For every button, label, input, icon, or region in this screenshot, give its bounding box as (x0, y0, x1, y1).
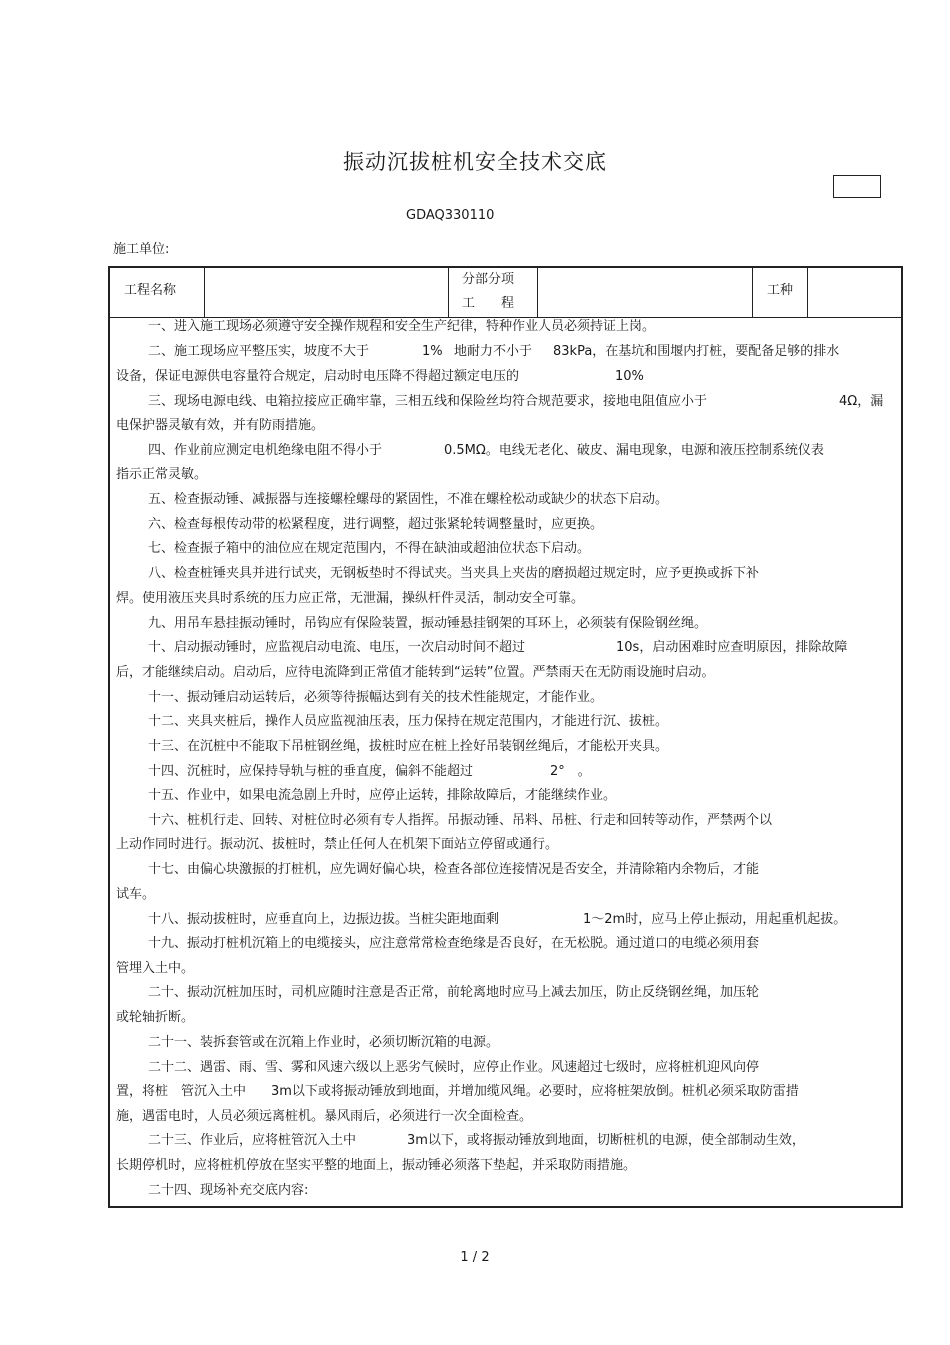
trade-label: 工种 (767, 283, 794, 298)
project-name-label: 工程名称 (124, 283, 177, 298)
column-divider (807, 268, 808, 317)
column-divider (537, 268, 538, 317)
code-box (833, 175, 881, 198)
document-code: GDAQ330110 (406, 208, 495, 223)
disclosure-table: 工程名称 分部分项 工 程 工种 一、进入施工现场必须遵守安全操作规程和安全生产纪律，特种作业人员必须持证上岗。 二、施工现场应平整压实，坡度不大于 1% 地耐力不小于 83kPa，在基坑和围堰内打桩，要配备足够的排水 设备，保证电源供电容量符合规定，启动时电压降不得超过额定电压的 10% 三、现场电源电线、电箱拉接应正确牢靠，三相五线和保险丝均符合规范要求，接地电阻值应小于 4Ω，漏 电保护器灵敏有效，并有防雨措施。 四、作业前应测定电机绝缘电阻不得小于 0.5MΩ。电线无老化、破皮、漏电现象，电源和液压控制系统仪表 指示正常灵敏。 五、检查振动锤、减振器与连接螺栓螺母的紧固性，不准在螺栓松动或缺少的状态下启动。 六、检查每根传动带的松紧程度，进行调整，超过张紧轮转调整量时，应更换。 七、检查振子箱中的油位应在规定范围内，不得在缺油或超油位状态下启动。 八、检查桩锤夹具并进行试夹，无钢板垫时不得试夹。当夹具上夹齿的磨损超过规定时，应予更换或拆下补 焊。使用液压夹具时系统的压力应正常，无泄漏，操纵杆件灵活，制动安全可靠。 九、用吊车悬挂振动锤时，吊钩应有保险装置，振动锤悬挂钢架的耳环上，必须装有保险钢丝绳。 十、启动振动锤时，应监视启动电流、电压，一次启动时间不超过 10s，启动困难时应查明原因，排除故障 后，才能继续启动。启动后，应待电流降到正常值才能转到“运转”位置。严禁雨天在无防雨设施时启动。 十一、振动锤启动运转后，必须等待振幅达到有关的技术性能规定，才能作业。 十二、夹具夹桩后，操作人员应监视油压表，压力保持在规定范围内，才能进行沉、拔桩。 十三、在沉桩中不能取下吊桩钢丝绳，拔桩时应在桩上拴好吊装钢丝绳后，才能松开夹具。 十四、沉桩时，应保持导轨与桩的垂直度，偏斜不能超过 2° 。 十五、作业中，如果电流急剧上升时，应停止运转，排除故障后，才能继续作业。 十六、桩机行走、回转、对桩位时必须有专人指挥。吊振动锤、吊料、吊桩、行走和回转等动作，严禁两个以 上动作同时进行。振动沉、拔桩时，禁止任何人在机架下面站立停留或通行。 十七、由偏心块激振的打桩机，应先调好偏心块，检查各部位连接情况是否安全，并清除箱内余物后，才能 试车。 十八、振动拔桩时，应垂直向上，边振边拔。当桩尖距地面剩 1～2m时，应马上停止振动，用起重机起拔。 十九、振动打桩机沉箱上的电缆接头，应注意常常检查绝缘是否良好，在无松脱。通过道口的电缆必须用套 管埋入土中。 二十、振动沉桩加压时，司机应随时注意是否正常，前轮离地时应马上减去加压，防止反绕钢丝绳，加压轮 或轮轴折断。 二十一、装拆套管或在沉箱上作业时，必须切断沉箱的电源。 二十二、遇雷、雨、雪、雾和风速六级以上恶劣气候时，应停止作业。风速超过七级时，应将桩机迎风向停 置，将桩 管沉入土中 3m以下或将振动锤放到地面，并增加缆风绳。必要时，应将桩架放倒。桩机必须采取防雷措 施，遇雷电时，人员必须远离桩机。暴风雨后，必须进行一次全面检查。 二十三、作业后，应将桩管沉入土中 3m以下，或将振动锤放到地面，切断桩机的电源，使全部制动生效， 长期停机时，应将桩机停放在坚实平整的地面上，振动锤必须落下垫起，并采取防雨措施。 二十四、现场补充交底内容: (108, 266, 903, 1208)
column-divider (448, 268, 449, 317)
page-number: 1 / 2 (460, 1250, 490, 1265)
subproject-label-line1: 分部分项 (462, 272, 515, 287)
construction-unit-label: 施工单位: (113, 242, 170, 257)
column-divider (204, 268, 205, 317)
subproject-label-line2: 工 程 (462, 296, 515, 311)
table-header-row (110, 268, 901, 318)
column-divider (752, 268, 753, 317)
document-title: 振动沉拔桩机安全技术交底 (343, 150, 607, 174)
